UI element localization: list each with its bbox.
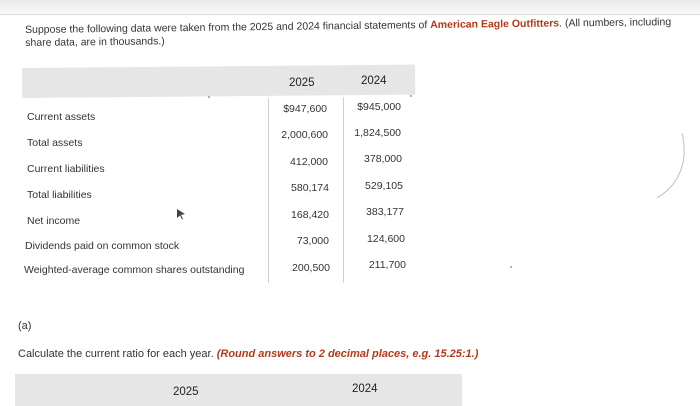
- answer-header: [15, 374, 462, 406]
- answer-column-2024: 2024: [352, 383, 378, 395]
- cell-2024: 124,600: [367, 233, 405, 245]
- row-label-net-income: Net income: [27, 215, 81, 227]
- cell-2025: 73,000: [296, 235, 329, 247]
- row-label-total-assets: Total assets: [27, 137, 83, 149]
- table-header: [22, 65, 415, 98]
- cell-2025: $947,600: [283, 103, 327, 115]
- column-header-2025: 2025: [289, 77, 315, 89]
- cell-2024: $945,000: [357, 101, 401, 113]
- cell-2025: 580,174: [291, 182, 329, 194]
- cell-2025: 168,420: [291, 209, 329, 221]
- rounding-note: (Round answers to 2 decimal places, e.g. 15.25:1.): [216, 348, 479, 360]
- pen-stroke-mark: [612, 128, 692, 208]
- cell-2025: 200,500: [292, 262, 330, 274]
- speck: [208, 96, 210, 98]
- instruction-text: Calculate the current ratio for each year.: [18, 348, 217, 360]
- row-label-weighted-shares: Weighted-average common shares outstanding: [24, 264, 245, 276]
- cell-2025: 412,000: [290, 156, 328, 168]
- speck: [410, 95, 412, 97]
- cell-2024: 211,700: [368, 259, 406, 271]
- prompt-text-after: . (All numbers, including share data, are in thousands.): [25, 16, 672, 49]
- row-label-dividends: Dividends paid on common stock: [25, 240, 180, 252]
- cell-2024: 378,000: [364, 153, 402, 165]
- part-label: (a): [18, 320, 32, 332]
- cell-2024: 1,824,500: [354, 127, 401, 139]
- row-label-current-liabilities: Current liabilities: [27, 163, 105, 175]
- prompt-text-before: Suppose the following data were taken from the 2025 and 2024 financial statements of: [25, 19, 431, 36]
- cell-2024: 529,105: [365, 180, 403, 192]
- row-label-current-assets: Current assets: [27, 111, 96, 123]
- row-label-total-liabilities: Total liabilities: [27, 189, 92, 201]
- question-prompt: [25, 16, 675, 50]
- instruction: [18, 348, 478, 360]
- cell-2025: 2,000,600: [281, 129, 328, 141]
- column-header-2024: 2024: [361, 75, 387, 87]
- mouse-pointer-icon: [176, 208, 186, 220]
- answer-column-2025: 2025: [173, 386, 199, 398]
- cell-2024: 383,177: [366, 206, 404, 218]
- company-name: American Eagle Outfitters: [430, 17, 560, 32]
- speck: [510, 266, 512, 268]
- top-bar: [0, 0, 700, 15]
